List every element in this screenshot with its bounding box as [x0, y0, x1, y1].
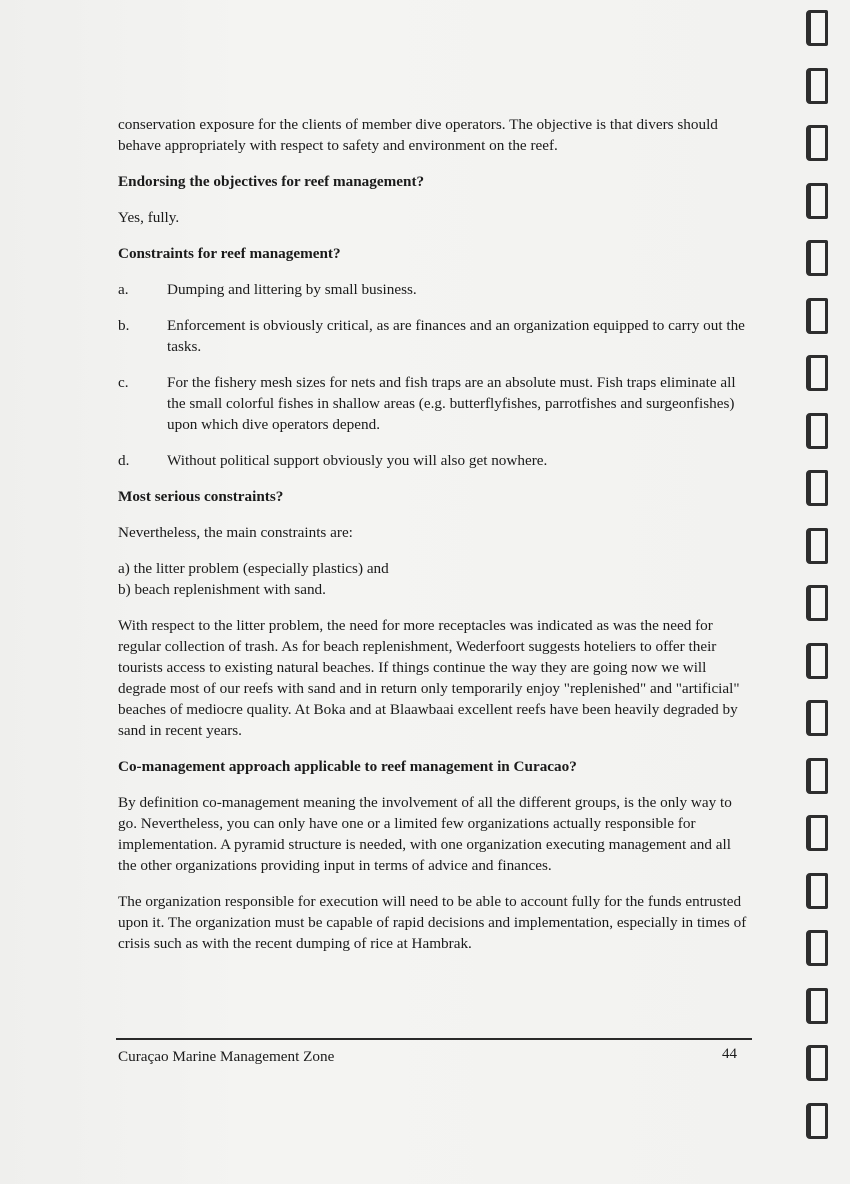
binding-ring: [806, 815, 828, 851]
paragraph: conservation exposure for the clients of member dive operators. The objective is that divers should behave appropriately with respect to safety and environment on the reef.: [118, 116, 718, 154]
binding-ring: [806, 643, 828, 679]
list-item-text: Without political support obviously you will also get nowhere.: [167, 452, 548, 469]
spiral-binding: [806, 10, 836, 1180]
binding-ring: [806, 585, 828, 621]
paragraph: Yes, fully.: [118, 209, 180, 226]
list-item-letter: c.: [118, 374, 129, 391]
footer-title: Curaçao Marine Management Zone: [118, 1048, 335, 1065]
list-item-letter: a.: [118, 281, 129, 298]
binding-ring: [806, 298, 828, 334]
constraints-list: [118, 558, 750, 600]
list-item: [118, 372, 750, 435]
footer-rule: [116, 1038, 752, 1040]
page-number: 44: [722, 1046, 737, 1062]
binding-ring: [806, 68, 828, 104]
list-item-text: For the fishery mesh sizes for nets and fish traps are an absolute must. Fish traps eliminate all the small colorful fishes in shallow areas (e.g. butterflyfishes, parrotfishes and surgeonfishes) upon which dive operators depend.: [167, 374, 736, 433]
list-item: [118, 279, 750, 300]
binding-ring: [806, 125, 828, 161]
binding-ring: [806, 240, 828, 276]
paragraph: By definition co-management meaning the involvement of all the different groups, is the only way to go. Nevertheless, you can only have one or a limited few organizations actually responsible for implementation. A pyramid structure is needed, with one organization executing management and all the other organizations providing input in terms of advice and finances.: [118, 794, 732, 874]
list-item: [118, 315, 750, 357]
binding-ring: [806, 873, 828, 909]
section-heading: Co-management approach applicable to reef management in Curacao?: [118, 758, 577, 775]
binding-ring: [806, 470, 828, 506]
binding-ring: [806, 183, 828, 219]
list-item-text: Enforcement is obviously critical, as are finances and an organization equipped to carry out the tasks.: [167, 317, 745, 355]
binding-ring: [806, 700, 828, 736]
page-content: [118, 114, 750, 969]
constraints-list-line: b) beach replenishment with sand.: [118, 581, 326, 598]
paragraph: The organization responsible for execution will need to be able to account fully for the funds entrusted upon it. The organization must be capable of rapid decisions and implementation, especially in times of crisis such as with the recent dumping of rice at Hambrak.: [118, 893, 747, 952]
binding-ring: [806, 758, 828, 794]
list-item: [118, 450, 750, 471]
binding-ring: [806, 413, 828, 449]
list-item-letter: b.: [118, 317, 130, 334]
binding-ring: [806, 1103, 828, 1139]
binding-ring: [806, 988, 828, 1024]
binding-ring: [806, 528, 828, 564]
binding-ring: [806, 930, 828, 966]
paragraph: With respect to the litter problem, the need for more receptacles was indicated as was the need for regular collection of trash. As for beach replenishment, Wederfoort suggests hoteliers to offer their tourists access to existing natural beaches. If things continue the way they are going now we will degrade most of our reefs with sand and in return only temporarily enjoy "replenished" and "artificial" beaches of mediocre quality. At Boka and at Blaawbaai excellent reefs have been heavily degraded by sand in recent years.: [118, 617, 740, 739]
section-heading: Constraints for reef management?: [118, 245, 341, 262]
binding-ring: [806, 355, 828, 391]
list-item-text: Dumping and littering by small business.: [167, 281, 417, 298]
section-heading: Most serious constraints?: [118, 488, 284, 505]
constraints-list-line: a) the litter problem (especially plastics) and: [118, 560, 389, 577]
list-item-letter: d.: [118, 452, 130, 469]
section-heading: Endorsing the objectives for reef management?: [118, 173, 425, 190]
binding-ring: [806, 1045, 828, 1081]
paragraph: Nevertheless, the main constraints are:: [118, 524, 353, 541]
binding-ring: [806, 10, 828, 46]
